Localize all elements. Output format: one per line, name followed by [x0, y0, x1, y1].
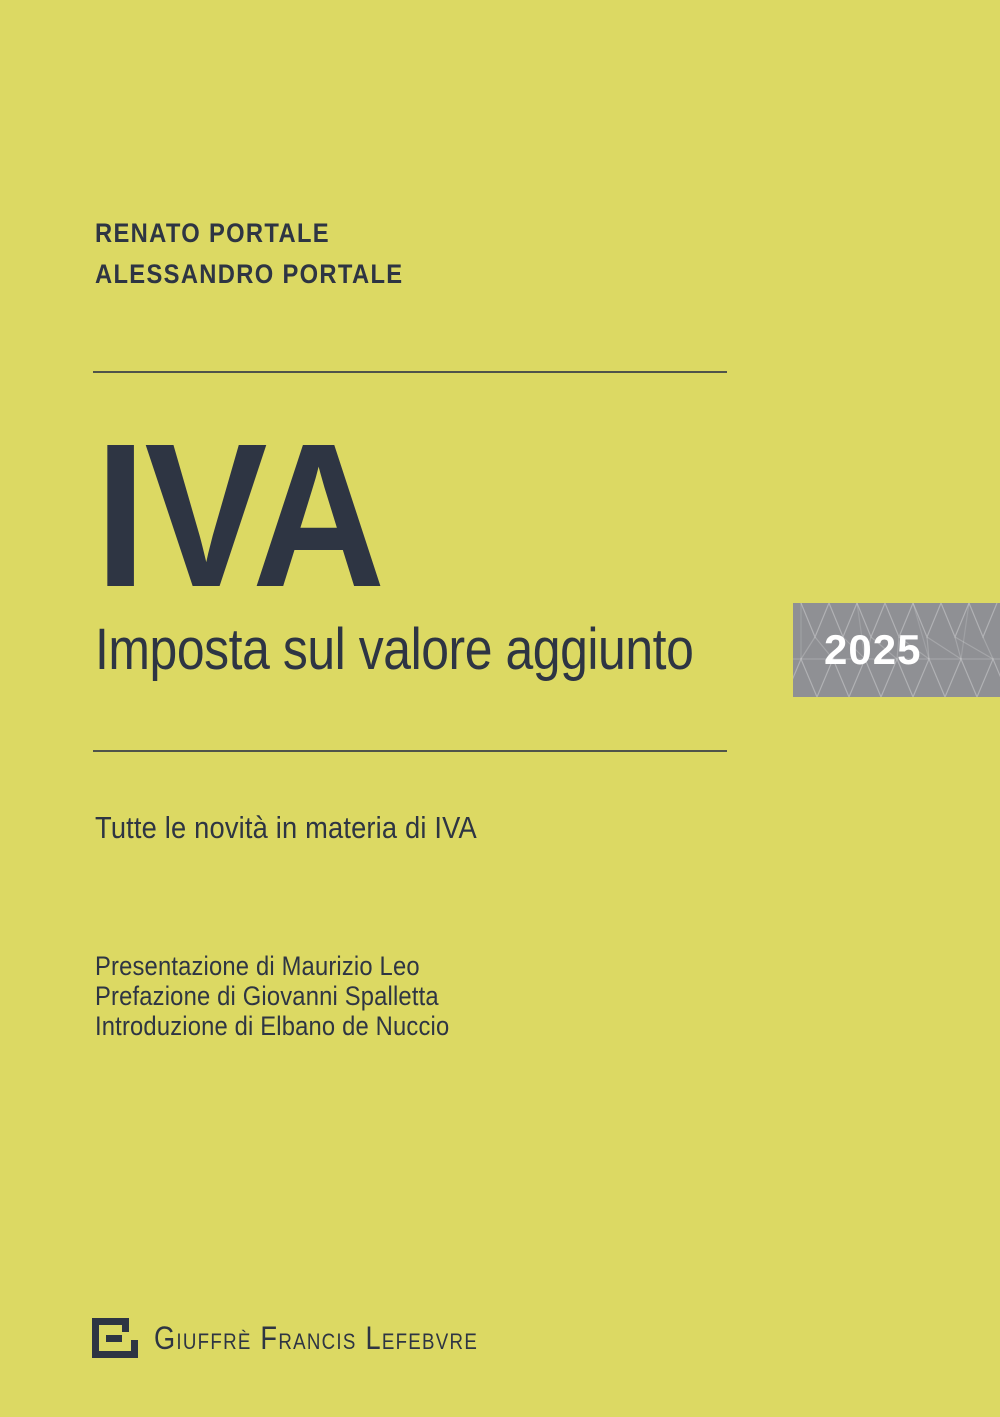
author-names	[95, 213, 403, 295]
author-name-1: RENATO PORTALE	[95, 218, 330, 248]
author-name-2: ALESSANDRO PORTALE	[95, 259, 404, 289]
credits-block	[95, 951, 449, 1041]
credit-preface: Prefazione di Giovanni Spalletta	[95, 981, 439, 1011]
credit-introduction: Introduzione di Elbano de Nuccio	[95, 1011, 450, 1041]
divider-bottom	[93, 750, 727, 752]
publisher-name: Giuffrè Francis Lefebvre	[154, 1320, 479, 1356]
edition-year: 2025	[824, 626, 922, 673]
book-title: IVA	[95, 401, 384, 630]
publisher-row	[92, 1318, 535, 1358]
tagline: Tutte le novità in materia di IVA	[95, 810, 477, 845]
divider-top	[93, 371, 727, 373]
credit-presentation: Presentazione di Maurizio Leo	[95, 951, 420, 981]
book-subtitle: Imposta sul valore aggiunto	[95, 617, 694, 682]
publisher-logo-icon	[92, 1318, 138, 1358]
edition-year-badge	[793, 603, 1000, 697]
